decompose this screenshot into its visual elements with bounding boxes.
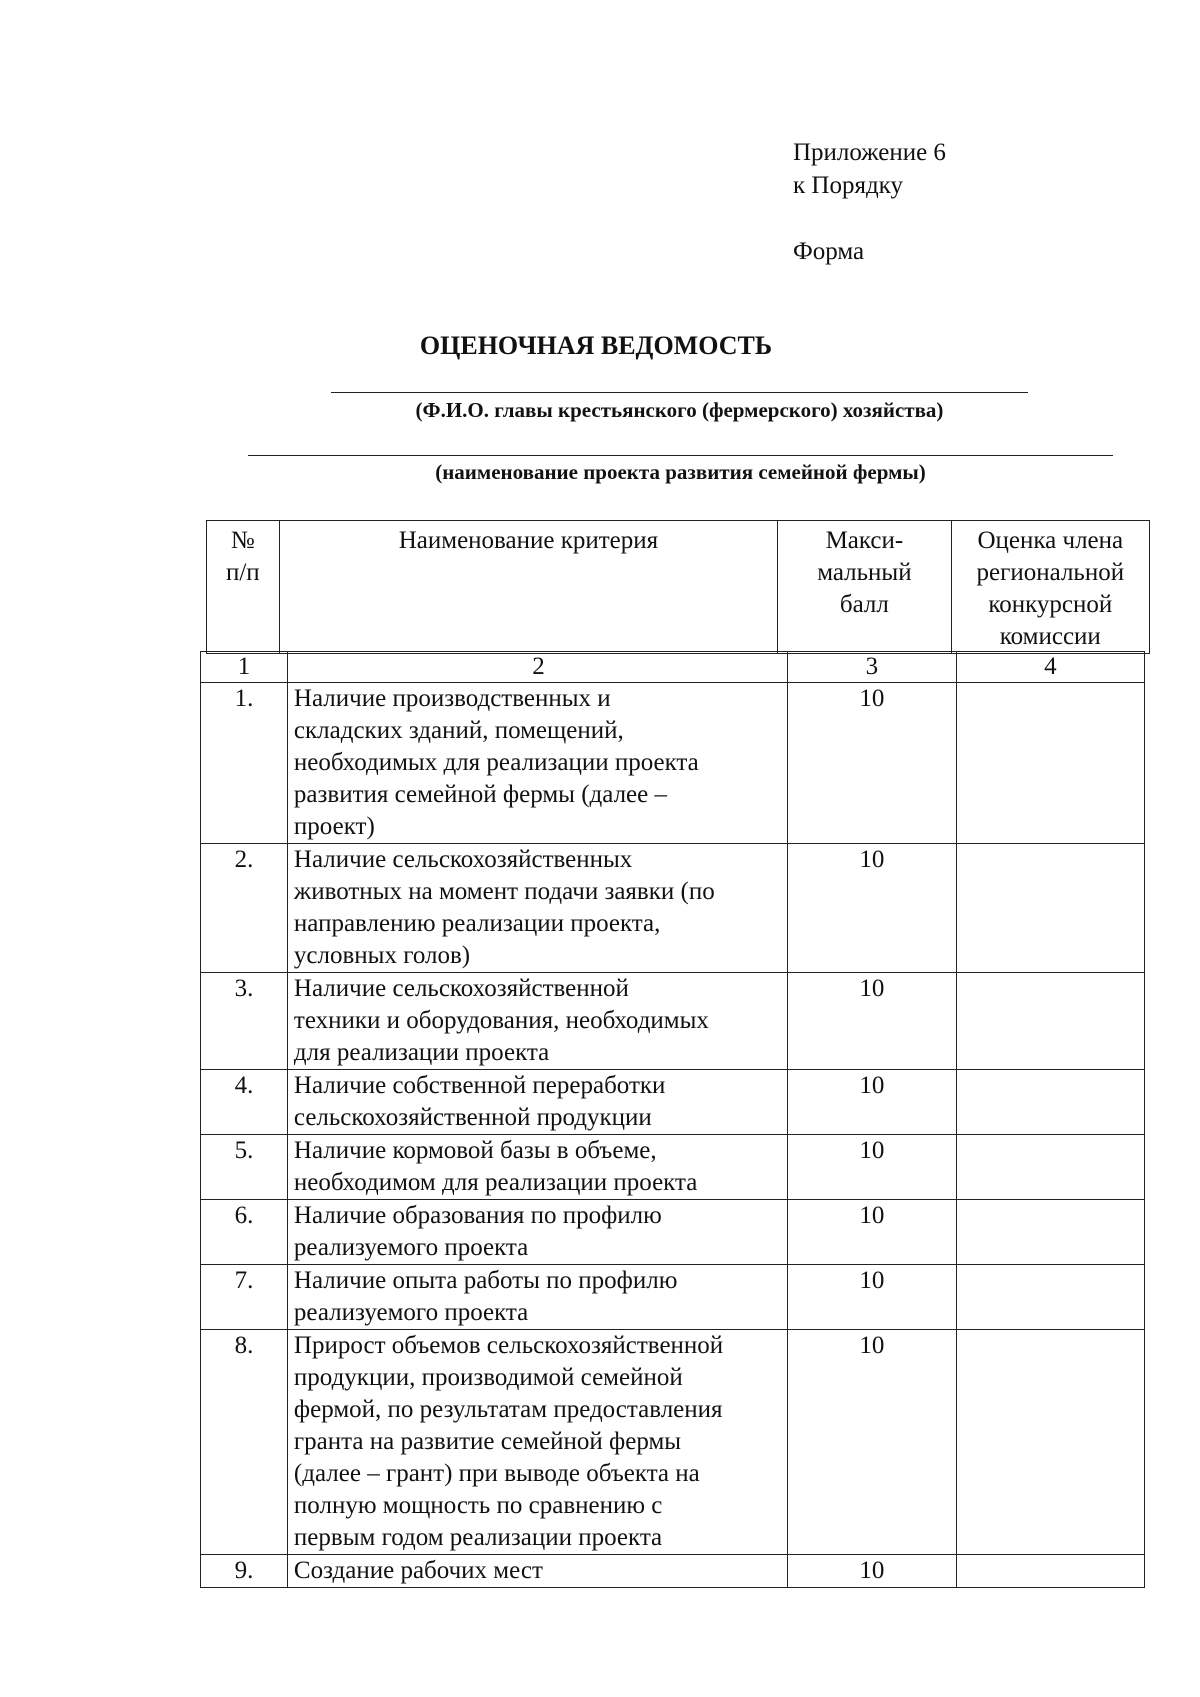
- appendix-reference: к Порядку: [793, 172, 903, 199]
- row-number: 8.: [201, 1330, 288, 1555]
- commission-score-cell[interactable]: [956, 844, 1144, 973]
- row-number: 9.: [201, 1555, 288, 1588]
- commission-score-cell[interactable]: [956, 973, 1144, 1070]
- column-number: 4: [956, 652, 1144, 683]
- row-number: 6.: [201, 1200, 288, 1265]
- column-number: 3: [788, 652, 957, 683]
- commission-score-cell[interactable]: [956, 1555, 1144, 1588]
- max-score: 10: [788, 1265, 957, 1330]
- table-row: [201, 1330, 1145, 1555]
- commission-score-cell[interactable]: [956, 1070, 1144, 1135]
- max-score: 10: [788, 1135, 957, 1200]
- criterion-name: Создание рабочих мест: [287, 1555, 787, 1588]
- row-number: 1.: [201, 683, 288, 844]
- table-row: [201, 683, 1145, 844]
- criterion-name: Прирост объемов сельскохозяйственной продукции, производимой семейной фермой, по результатам предоставления гранта на развитие семейной фермы (далее – грант) при выводе объекта на полную мощность по сравнению с первым годом реализации проекта: [287, 1330, 787, 1555]
- appendix-number: Приложение 6: [793, 139, 946, 166]
- criterion-name: Наличие сельскохозяйственных животных на момент подачи заявки (по направлению реализации проекта, условных голов): [287, 844, 787, 973]
- criteria-table: [200, 651, 1145, 1588]
- table-row: [201, 973, 1145, 1070]
- max-score: 10: [788, 973, 957, 1070]
- column-number: 1: [201, 652, 288, 683]
- column-numbers-row: [201, 652, 1145, 683]
- fio-blank-line: [331, 392, 1028, 393]
- table-row: [201, 1135, 1145, 1200]
- row-number: 4.: [201, 1070, 288, 1135]
- column-number: 2: [287, 652, 787, 683]
- document-title: ОЦЕНОЧНАЯ ВЕДОМОСТЬ: [419, 331, 773, 360]
- max-score: 10: [788, 683, 957, 844]
- header-criterion: Наименование критерия: [279, 521, 778, 654]
- commission-score-cell[interactable]: [956, 683, 1144, 844]
- row-number: 2.: [201, 844, 288, 973]
- table-row: [201, 1555, 1145, 1588]
- commission-score-cell[interactable]: [956, 1330, 1144, 1555]
- header-max-score: Макси- мальный балл: [778, 521, 951, 654]
- row-number: 3.: [201, 973, 288, 1070]
- criterion-name: Наличие сельскохозяйственной техники и оборудования, необходимых для реализации проекта: [287, 973, 787, 1070]
- max-score: 10: [788, 1070, 957, 1135]
- commission-score-cell[interactable]: [956, 1265, 1144, 1330]
- max-score: 10: [788, 1200, 957, 1265]
- commission-score-cell[interactable]: [956, 1135, 1144, 1200]
- commission-score-cell[interactable]: [956, 1200, 1144, 1265]
- criterion-name: Наличие производственных и складских зданий, помещений, необходимых для реализации проекта развития семейной фермы (далее – проект): [287, 683, 787, 844]
- criterion-name: Наличие кормовой базы в объеме, необходимом для реализации проекта: [287, 1135, 787, 1200]
- row-number: 5.: [201, 1135, 288, 1200]
- row-number: 7.: [201, 1265, 288, 1330]
- max-score: 10: [788, 844, 957, 973]
- project-caption: (наименование проекта развития семейной фермы): [435, 460, 926, 484]
- table-row: [201, 1070, 1145, 1135]
- form-label: Форма: [793, 238, 865, 265]
- fio-caption: (Ф.И.О. главы крестьянского (фермерского) хозяйства): [415, 398, 944, 422]
- criteria-table-header: [206, 520, 1150, 654]
- appendix-block: [793, 136, 946, 268]
- header-commission-score: Оценка члена региональной конкурсной комиссии: [951, 521, 1149, 654]
- table-row: [201, 1265, 1145, 1330]
- header-num: № п/п: [207, 521, 280, 654]
- project-blank-line: [248, 455, 1113, 456]
- max-score: 10: [788, 1330, 957, 1555]
- table-row: [201, 1200, 1145, 1265]
- max-score: 10: [788, 1555, 957, 1588]
- criterion-name: Наличие образования по профилю реализуемого проекта: [287, 1200, 787, 1265]
- criterion-name: Наличие опыта работы по профилю реализуемого проекта: [287, 1265, 787, 1330]
- document-title-wrap: [0, 331, 1200, 361]
- table-row: [201, 844, 1145, 973]
- criterion-name: Наличие собственной переработки сельскохозяйственной продукции: [287, 1070, 787, 1135]
